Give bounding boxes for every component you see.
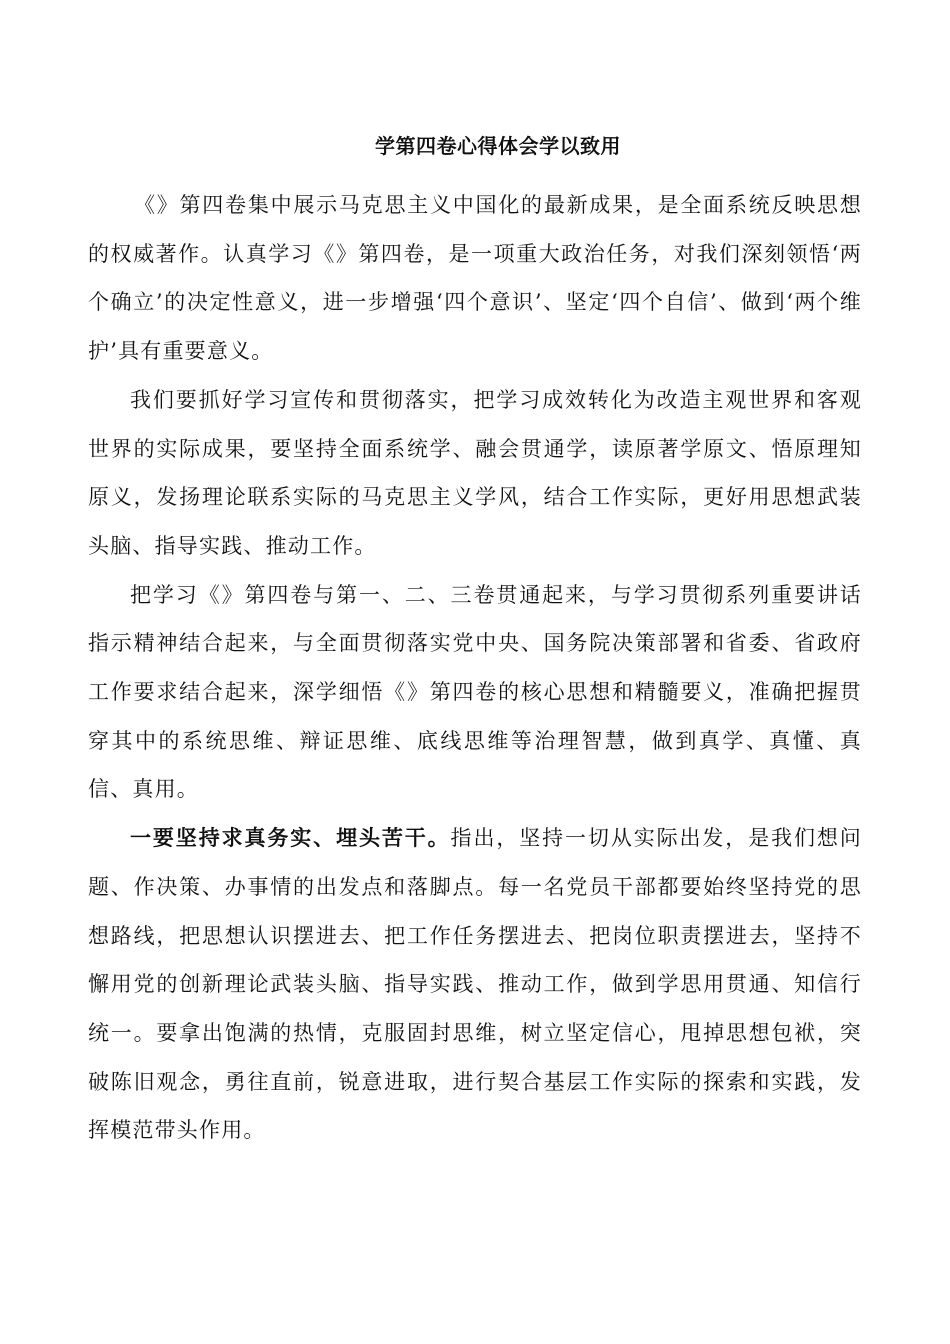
- paragraph-4-body: 指出，坚持一切从实际出发，是我们想问题、作决策、办事情的出发点和落脚点。每一名党员干部都要始终坚持党的思想路线，把思想认识摆进去、把工作任务摆进去、把岗位职责摆进去，坚持不懈用党的创新理论武装头脑、指导实践、推动工作，做到学思用贯通、知信行统一。要拿出饱满的热情，克服固封思维，树立坚定信心，甩掉思想包袱，突破陈旧观念，勇往直前，锐意进取，进行契合基层工作实际的探索和实践，发挥模范带头作用。: [88, 826, 862, 1143]
- paragraph-4-lead-heading: 一要坚持求真务实、埋头苦干。: [130, 825, 451, 851]
- paragraph-1: 《》第四卷集中展示马克思主义中国化的最新成果，是全面系统反映思想的权威著作。认真学习《》第四卷，是一项重大政治任务，对我们深刻领悟‘两个确立’的决定性意义，进一步增强‘四个意识’、坚定‘四个自信’、做到‘两个维护’具有重要意义。: [88, 193, 862, 364]
- paragraph-3: 把学习《》第四卷与第一、二、三卷贯通起来，与学习贯彻系列重要讲话指示精神结合起来，与全面贯彻落实党中央、国务院决策部署和省委、省政府工作要求结合起来，深学细悟《》第四卷的核心思想和精髓要义，准确把握贯穿其中的系统思维、辩证思维、底线思维等治理智慧，做到真学、真懂、真信、真用。: [88, 582, 862, 802]
- paragraph-4: [88, 814, 862, 1155]
- document-title: 学第四卷心得体会学以致用: [375, 134, 621, 158]
- document-body: [88, 181, 862, 1155]
- paragraph-2: 我们要抓好学习宣传和贯彻落实，把学习成效转化为改造主观世界和客观世界的实际成果，要坚持全面系统学、融会贯通学，读原著学原文、悟原理知原义，发扬理论联系实际的马克思主义学风，结合工作实际，更好用思想武装头脑、指导实践、推动工作。: [88, 387, 862, 558]
